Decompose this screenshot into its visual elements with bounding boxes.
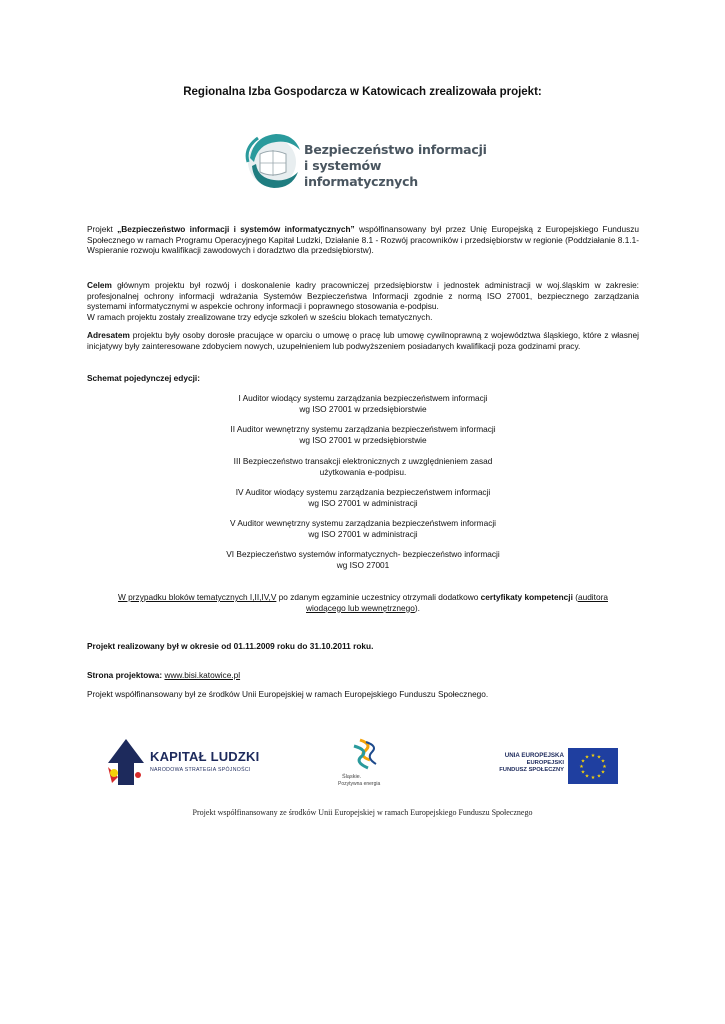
certificates-auditor: auditora [577, 592, 608, 602]
edition-subtitle: wg ISO 27001 w administracji [308, 528, 418, 539]
svg-text:★: ★ [584, 773, 590, 780]
svg-text:★: ★ [580, 758, 586, 765]
edition-block [87, 393, 639, 414]
goal-text: głównym projektu był rozwój i doskonalenie kadry pracowniczej przedsiębiorstw i jednostek administracji w woj.śląskim w zakresie: profesjonalnej ochrony informacji wdrażania Systemów Bezpieczeństwa Informacji zgodnie z normą ISO 27001, bezpiecznego zarządzania systemami informatycznymi w aspekcie ochrony informacji i poprawnego stosowania e-podpisu. [87, 280, 639, 312]
certificates-middle: po zdanym egzaminie uczestnicy otrzymali dodatkowo [276, 592, 481, 602]
globe-icon [244, 128, 302, 194]
certificates-open: ( [572, 592, 578, 602]
slaskie-name: Śląskie. [342, 774, 362, 780]
eu-line3: FUNDUSZ SPOŁECZNY [499, 767, 564, 773]
edition-block [87, 456, 639, 477]
eu-line1: UNIA EUROPEJSKA [504, 752, 564, 759]
edition-title: IV Auditor wiodący systemu zarządzania bezpieczeństwem informacji [235, 487, 491, 497]
slaskie-slogan: Pozytywna energia [338, 781, 381, 787]
kapital-ludzki-subtitle: NARODOWA STRATEGIA SPÓJNOŚCI [150, 767, 251, 773]
project-period: Projekt realizowany był w okresie od 01.11.2009 roku do 31.10.2011 roku. [87, 641, 374, 651]
edition-subtitle: wg ISO 27001 [336, 559, 390, 570]
kapital-ludzki-logo [104, 735, 274, 790]
edition-subtitle: użytkowania e-podpisu. [319, 466, 407, 477]
svg-text:★: ★ [584, 754, 590, 761]
page-title: Regionalna Izba Gospodarcza w Katowicach zrealizowała projekt: [183, 86, 542, 98]
eu-line2: EUROPEJSKI [526, 759, 564, 766]
certificates-auditor-type: wiodącego lub wewnętrznego [306, 602, 415, 613]
edition-title: V Auditor wewnętrzny systemu zarządzania bezpieczeństwem informacji [229, 518, 497, 528]
certificates-blocks: W przypadku bloków tematycznych I,II,IV,V [118, 592, 277, 602]
eu-logo [486, 748, 618, 788]
goal-paragraph [87, 280, 639, 322]
website-link[interactable]: www.bisi.katowice.pl [164, 670, 241, 680]
edition-subtitle: wg ISO 27001 w administracji [308, 497, 418, 508]
goal-editions-line: W ramach projektu zostały zrealizowane trzy edycje szkoleń w sześciu blokach tematycznych. [87, 311, 433, 322]
kapital-ludzki-title: KAPITAŁ LUDZKI [150, 749, 260, 764]
edition-subtitle: wg ISO 27001 w przedsiębiorstwie [299, 403, 427, 414]
intro-paragraph [87, 224, 639, 256]
website-label: Strona projektowa: [87, 670, 165, 680]
edition-title: II Auditor wewnętrzny systemu zarządzania bezpieczeństwem informacji [230, 424, 496, 434]
schema-heading: Schemat pojedynczej edycji: [87, 373, 200, 383]
svg-text:★: ★ [579, 764, 584, 770]
audience-label: Adresatem [87, 330, 130, 340]
funding-statement: Projekt współfinansowany był ze środków Unii Europejskiej w ramach Europejskiego Funduszu Społecznego. [87, 689, 489, 699]
intro-prefix: Projekt [87, 224, 118, 234]
intro-rest: współfinansowany był przez Unię Europejską z Europejskiego Funduszu Społecznego w ramach Programu Operacyjnego Kapitał Ludzki, Działanie 8.1 - Rozwój pracowników i przedsiębiorstw w regionie (Poddziałanie 8.1.1-Wspieranie rozwoju kwalifikacji zawodowych i doradztwo dla przedsiębiorstw). [87, 224, 639, 256]
slaskie-logo [336, 738, 396, 792]
project-logo [244, 128, 494, 194]
project-name: „Bezpieczeństwo informacji i systemów informatycznych” [117, 224, 355, 234]
footer-note: Projekt współfinansowany ze środków Unii Europejskiej w ramach Europejskiego Funduszu Społecznego [192, 808, 533, 817]
edition-subtitle: wg ISO 27001 w przedsiębiorstwie [299, 434, 427, 445]
svg-text:★: ★ [596, 773, 602, 780]
slaskie-emblem-icon [346, 738, 386, 772]
eu-flag-icon [568, 748, 618, 784]
certificates-note [87, 592, 639, 613]
goal-label: Celem [87, 280, 112, 290]
edition-block [87, 487, 639, 508]
svg-text:★: ★ [600, 769, 606, 776]
edition-title: I Auditor wiodący systemu zarządzania bezpieczeństwem informacji [238, 393, 488, 403]
certificates-close: ). [414, 602, 420, 613]
svg-text:★: ★ [580, 769, 586, 776]
svg-text:★: ★ [590, 753, 596, 759]
svg-text:★: ★ [596, 754, 602, 761]
logo-line2: i systemów informatycznych [304, 158, 418, 189]
edition-block [87, 518, 639, 539]
audience-text: projektu były osoby dorosłe pracujące w oparciu o umowę o pracę lub umowę cywilnoprawną z województwa śląskiego, które z własnej inicjatywy były zainteresowane zdobyciem nowych, uzupełnieniem lub podwyższeniem posiadanych kwalifikacji poza godzinami pracy. [87, 330, 639, 351]
svg-text:★: ★ [602, 764, 607, 770]
svg-text:★: ★ [590, 775, 596, 781]
edition-block [87, 424, 639, 445]
kapital-ludzki-emblem-icon [104, 737, 148, 789]
edition-block [87, 549, 639, 570]
website-line [87, 670, 240, 680]
audience-paragraph [87, 330, 639, 351]
logo-line1: Bezpieczeństwo informacji [304, 142, 487, 157]
edition-title: III Bezpieczeństwo transakcji elektronicznych z uwzględnieniem zasad [233, 456, 493, 466]
certificates-bold: certyfikaty kompetencji [480, 592, 573, 602]
edition-title: VI Bezpieczeństwo systemów informatycznych- bezpieczeństwo informacji [226, 549, 500, 559]
svg-text:★: ★ [600, 758, 606, 765]
